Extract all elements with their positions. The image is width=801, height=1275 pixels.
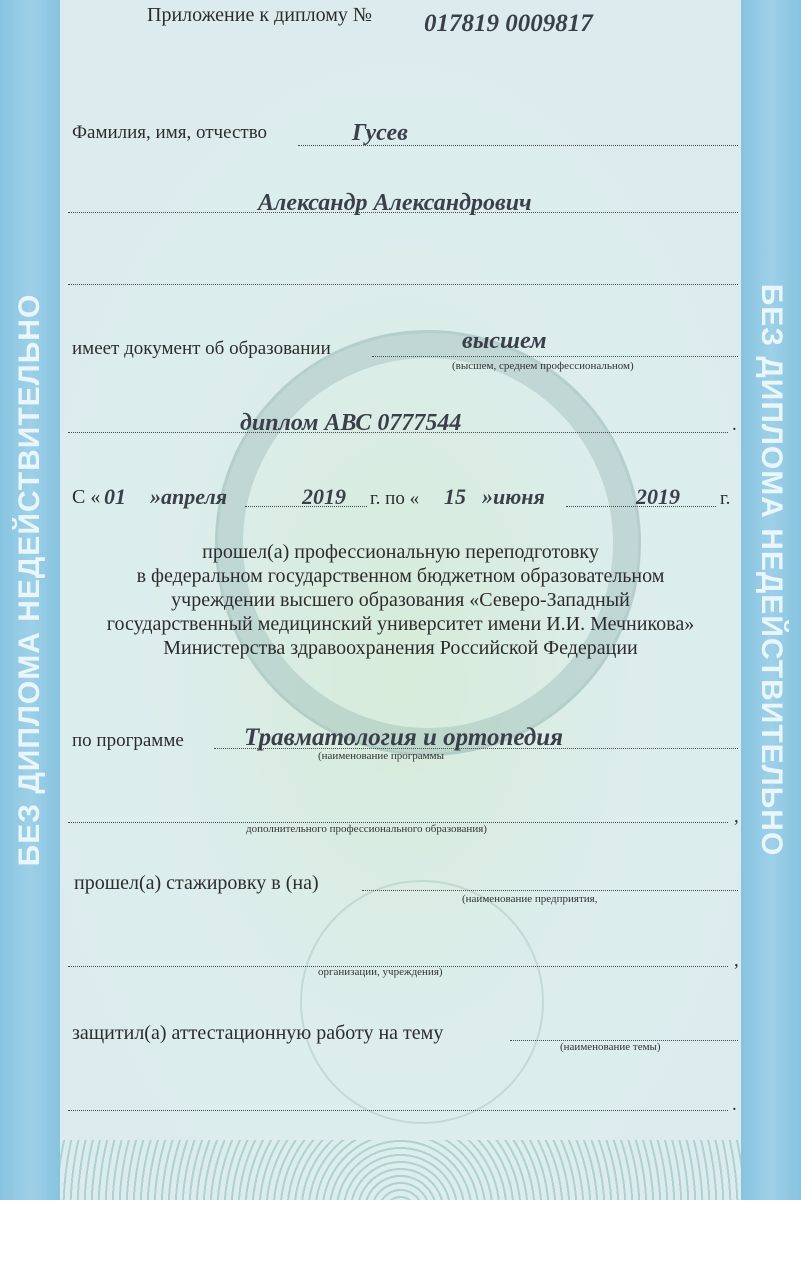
document-end-mark: .	[732, 414, 737, 435]
surname-value: Гусев	[352, 120, 408, 146]
thesis-hint: (наименование темы)	[560, 1041, 661, 1053]
program-hint-2: дополнительного профессионального образования)	[246, 823, 487, 835]
thesis-line-2	[68, 1110, 728, 1111]
education-line	[372, 356, 738, 357]
education-level-value: высшем	[462, 328, 547, 354]
program-label: по программе	[72, 730, 184, 751]
program-hint: (наименование программы	[318, 750, 444, 762]
education-label: имеет документ об образовании	[72, 338, 331, 359]
bottom-ornament	[0, 1140, 801, 1200]
fio-label: Фамилия, имя, отчество	[72, 122, 268, 143]
retraining-line: в федеральном государственном бюджетном образовательном	[136, 565, 665, 587]
program-value: Травматология и ортопедия	[244, 724, 564, 751]
left-security-band	[0, 0, 60, 1200]
retraining-line: прошел(а) профессиональную переподготовку	[202, 541, 599, 563]
retraining-line: Министерства здравоохранения Российской Федерации	[163, 637, 638, 659]
internship-label: прошел(а) стажировку в (на)	[74, 872, 319, 894]
supplement-label: Приложение к диплому №	[147, 4, 372, 26]
period-from-day: 01	[104, 484, 126, 509]
background-emblem	[300, 880, 544, 1124]
period-mid: г. по «	[370, 488, 420, 509]
period-year-suffix: г.	[720, 488, 731, 509]
retraining-line: учреждении высшего образования «Северо-Западный	[171, 589, 630, 611]
diploma-number: 017819 0009817	[424, 10, 593, 37]
thesis-label: защитил(а) аттестационную работу на тему	[72, 1022, 444, 1044]
name-value: Александр Александрович	[258, 190, 532, 216]
internship-hint: (наименование предприятия,	[462, 893, 598, 905]
period-from-prefix: С «	[72, 486, 101, 508]
right-band-text: БЕЗ ДИПЛОМА НЕДЕЙСТВИТЕЛЬНО	[755, 283, 788, 857]
retraining-line: государственный медицинский университет имени И.И. Мечникова»	[106, 613, 695, 635]
internship-hint-2: организации, учреждения)	[318, 966, 443, 978]
retraining-text	[60, 540, 741, 660]
period-from-month: »апреля	[150, 484, 228, 509]
thesis-end-mark: .	[732, 1094, 737, 1115]
period-to-month: »июня	[482, 484, 545, 509]
education-document-value: диплом АВС 0777544	[240, 410, 462, 436]
internship-comma: ,	[734, 950, 739, 971]
education-level-hint: (высшем, среднем профессиональном)	[452, 360, 634, 372]
period-to-day: 15	[444, 484, 466, 509]
right-security-band	[741, 0, 801, 1200]
fio-extra-line	[68, 284, 738, 285]
period-from-year: 2019	[302, 484, 346, 509]
program-comma: ,	[734, 806, 739, 827]
period-to-year: 2019	[636, 484, 680, 509]
left-band-text: БЕЗ ДИПЛОМА НЕДЕЙСТВИТЕЛЬНО	[13, 293, 46, 867]
internship-line	[362, 890, 738, 891]
